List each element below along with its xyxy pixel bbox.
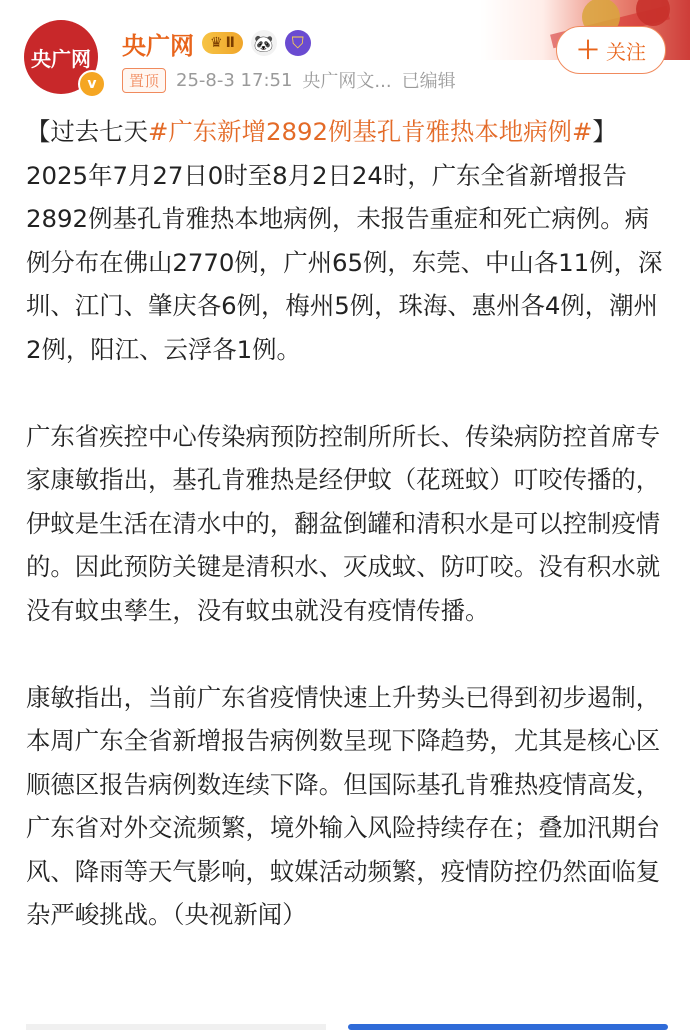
post-header xyxy=(0,0,690,100)
edited-label[interactable]: 已编辑 xyxy=(401,71,456,92)
panda-icon[interactable]: 🐼 xyxy=(251,30,277,56)
author-row xyxy=(122,26,311,60)
post-body xyxy=(26,110,666,937)
author-name[interactable]: 央广网 xyxy=(122,31,194,60)
verified-badge-icon: v xyxy=(78,70,106,98)
avatar-text: 央广网 xyxy=(31,46,91,71)
post-meta xyxy=(122,66,456,94)
paragraph-1-text: 】2025年7月27日0时至8月2日24时，广东全省新增报告2892例基孔肯雅热本地病例，未报告重症和死亡病例。病例分布在佛山2770例，广州65例，东莞、中山各11例，深圳、江门、肇庆各6例，梅州5例，珠海、惠州各4例，潮州2例，阳江、云浮各1例。 xyxy=(26,117,663,364)
post-timestamp: 25-8-3 17:51 xyxy=(176,69,293,91)
follow-label: 关注 xyxy=(606,39,646,64)
vip-badge[interactable] xyxy=(202,32,243,54)
bottom-divider xyxy=(26,1024,326,1030)
bottom-accent-bar xyxy=(348,1024,668,1030)
topic-link[interactable]: #广东新增2892例基孔肯雅热本地病例# xyxy=(147,117,593,146)
vip-level: Ⅱ xyxy=(225,35,235,51)
paragraph-1 xyxy=(26,110,666,371)
plus-icon: ＋ xyxy=(576,36,600,64)
shield-badge-icon[interactable]: ⛉ xyxy=(285,30,311,56)
follow-button[interactable] xyxy=(556,26,666,74)
crown-icon: ♛ xyxy=(210,35,223,51)
paragraph-2: 广东省疾控中心传染病预防控制所所长、传染病防控首席专家康敏指出，基孔肯雅热是经伊蚊（花斑蚊）叮咬传播的，伊蚊是生活在清水中的，翻盆倒罐和清积水是可以控制疫情的。因此预防关键是清积水、灭成蚊、防叮咬。没有积水就没有蚊虫孳生，没有蚊虫就没有疫情传播。 xyxy=(26,421,661,625)
post-source[interactable]: 央广网文... xyxy=(302,71,392,92)
paragraph-3: 康敏指出，当前广东省疫情快速上升势头已得到初步遏制，本周广东全省新增报告病例数呈现下降趋势，尤其是核心区顺德区报告病例数连续下降。但国际基孔肯雅热疫情高发，广东省对外交流频繁，境外输入风险持续存在；叠加汛期台风、降雨等天气影响，蚊媒活动频繁，疫情防控仍然面临复杂严峻挑战。（央视新闻） xyxy=(26,682,661,929)
paragraph-1-open: 【过去七天 xyxy=(26,117,148,146)
pinned-badge: 置顶 xyxy=(122,68,166,93)
